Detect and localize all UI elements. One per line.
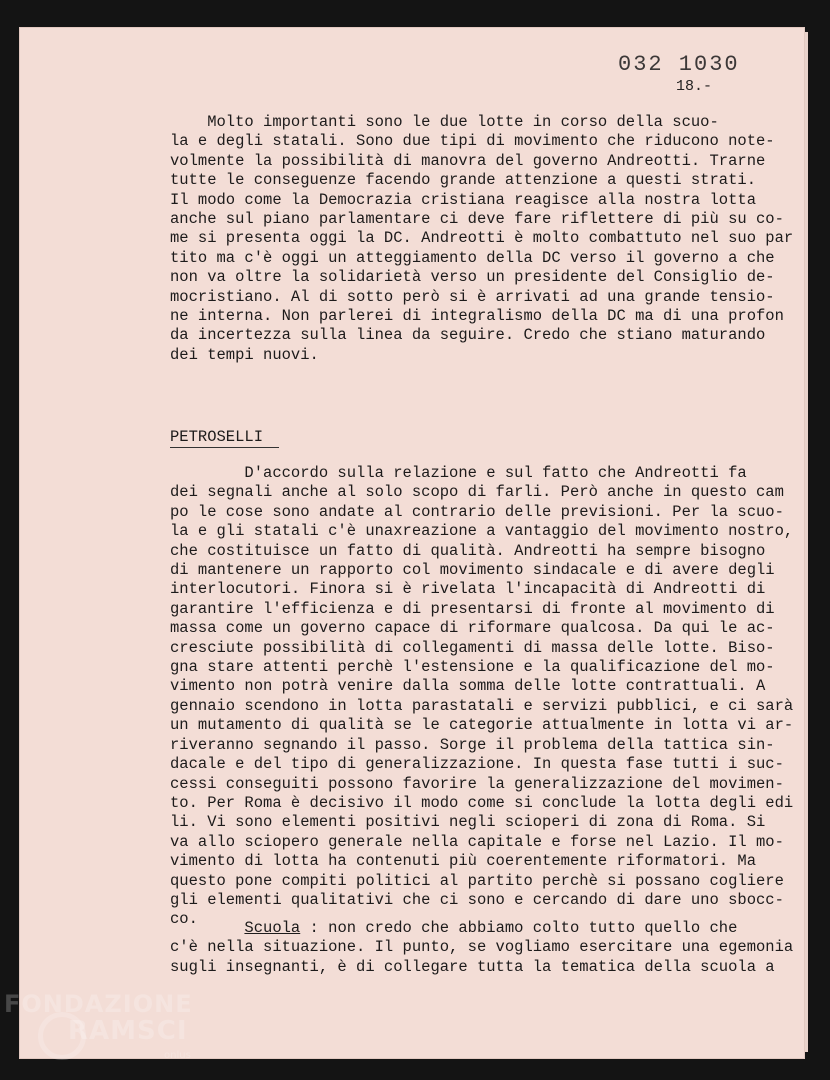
watermark-line2: RAMSCI [68,1016,188,1046]
paragraph2-line: che costituisce un fatto di qualità. Andreotti ha sempre bisogno [170,541,766,560]
paragraph1-line: volmente la possibilità di manovra del governo Andreotti. Trarne [170,151,766,170]
paragraph1-line: da incertezza sulla linea da seguire. Credo che stiano maturando [170,326,766,345]
paragraph1-line: non va oltre la solidarietà verso un presidente del Consiglio de- [170,268,775,287]
paragraph2-line: gennaio scendono in lotta parastatali e servizi pubblici, e ci sarà [170,696,794,715]
paragraph2-line: po le cose sono andate al contrario delle previsioni. Per la scuo- [170,502,784,521]
paragraph1-line: mocristiano. Al di sotto però si è arrivati ad una grande tensio- [170,287,775,306]
paragraph1-line: Molto importanti sono le due lotte in corso della scuo- [170,113,719,131]
paragraph2-line: co. [170,910,198,929]
paragraph2-line: garantire l'efficienza e di presentarsi di fronte al movimento di [170,599,775,618]
fondazione-gramsci-watermark [4,990,214,1070]
paragraph1-line: anche sul piano parlamentare ci deve fare riflettere di più su co- [170,210,784,229]
paragraph2-line: di mantenere un rapporto col movimento sindacale e di avere degli [170,561,775,580]
archive-stamp: 032 1030 [618,52,740,77]
paragraph3-line: c'è nella situazione. Il punto, se vogliamo esercitare una egemonia [170,938,794,957]
paragraph1-line: la e degli statali. Sono due tipi di movimento che riducono note- [170,132,775,151]
paragraph2-line: li. Vi sono elementi positivi negli scioperi di zona di Roma. Si [170,813,766,832]
scuola-label: Scuola [244,919,301,937]
paragraph2-line: cessi conseguiti possono favorire la generalizzazione del movimen- [170,774,784,793]
paragraph1-line: Il modo come la Democrazia cristiana reagisce alla nostra lotta [170,190,756,209]
paragraph2-line: dacale e del tipo di generalizzazione. In questa fase tutti i suc- [170,755,784,774]
paragraph2-line: la e gli statali c'è unaxreazione a vantaggio del movimento nostro, [170,522,794,541]
paragraph2-line: interlocutori. Finora si è rivelata l'incapacità di Andreotti di [170,580,766,599]
paragraph2-line: riveranno segnando il passo. Sorge il problema della tattica sin- [170,735,775,754]
page-number: 18.- [676,78,713,95]
paragraph1-line: tutte le conseguenze facendo grande attenzione a questi strati. [170,171,756,190]
paragraph3-line: sugli insegnanti, è di collegare tutta la tematica della scuola a [170,957,775,976]
paragraph1-line: me si presenta oggi la DC. Andreotti è molto combattuto nel suo par [170,229,794,248]
paragraph2-line: cresciute possibilità di collegamenti di massa delle lotte. Biso- [170,638,775,657]
paragraph2-line: D'accordo sulla relazione e sul fatto che Andreotti fa [170,464,747,482]
paragraph2-line: dei segnali anche al solo scopo di farli. Però anche in questo cam [170,483,784,502]
watermark-line1: FONDAZIONE [4,990,193,1018]
watermark-sub: onlus [164,1050,191,1061]
paragraph1-line: ne interna. Non parlerei di integralismo della DC ma di una profon [170,307,784,326]
paragraph1-line: dei tempi nuovi. [170,345,319,364]
paragraph-intro [170,113,810,365]
paragraph2-line: va allo sciopero generale nella capitale e forse nel Lazio. Il mo- [170,832,784,851]
paragraph2-line: un mutamento di qualità se le categorie attualmente in lotta vi ar- [170,716,794,735]
paragraph2-line: gna stare attenti perchè l'estensione e la qualificazione del mo- [170,658,775,677]
paragraph2-line: gli elementi qualitativi che ci sono e cercando di dare uno sbocc- [170,890,784,909]
paragraph2-line: to. Per Roma è decisivo il modo come si conclude la lotta degli edi [170,793,794,812]
paragraph2-line: questo pone compiti politici al partito perchè si possano cogliere [170,871,784,890]
paragraph-scuola [170,919,810,977]
speaker-heading: PETROSELLI [170,428,279,448]
paragraph1-line: tito ma c'è oggi un atteggiamento della DC verso il governo a che [170,248,775,267]
paragraph2-line: vimento non potrà venire dalla somma delle lotte contrattuali. A [170,677,766,696]
scuola-first-line: : non credo che abbiamo colto tutto quello che [300,919,738,937]
paragraph2-line: vimento di lotta ha contenuti più coerentemente riformatori. Ma [170,852,756,871]
paragraph2-line: massa come un governo capace di riformare qualcosa. Da qui le ac- [170,619,775,638]
paragraph-petroselli [170,464,810,930]
